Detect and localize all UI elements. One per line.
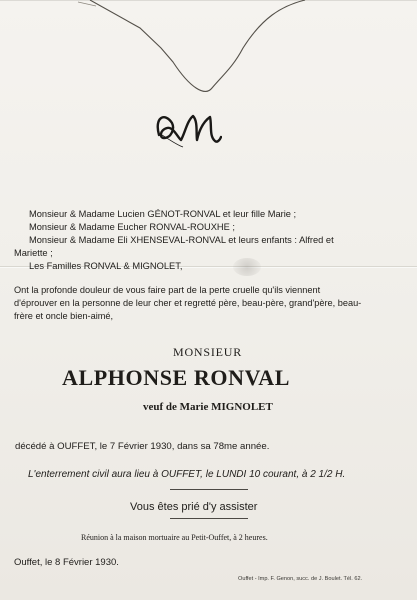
lower-divider-rule bbox=[170, 518, 248, 519]
ink-smudge bbox=[233, 258, 261, 276]
funeral-line: L'enterrement civil aura lieu à OUFFET, le LUNDI 10 courant, à 2 1/2 H. bbox=[28, 469, 346, 480]
widower-line: veuf de Marie MIGNOLET bbox=[143, 401, 273, 413]
script-letter-M-icon bbox=[152, 103, 222, 151]
honorific-title: MONSIEUR bbox=[173, 345, 243, 359]
paragraph-line-3: frère et oncle bien-aimé, bbox=[14, 311, 114, 321]
family-line-5: Les Familles RONVAL & MIGNOLET, bbox=[29, 261, 183, 271]
family-line-1: Monsieur & Madame Lucien GÉNOT-RONVAL et leur fille Marie ; bbox=[29, 209, 297, 219]
printer-imprint: Ouffet - Imp. F. Genon, succ. de J. Boulet. Tél. 62. bbox=[238, 576, 363, 582]
family-line-3: Monsieur & Madame Eli XHENSEVAL-RONVAL et leurs enfants : Alfred et bbox=[29, 235, 334, 245]
meeting-line: Réunion à la maison mortuaire au Petit-Ouffet, à 2 heures. bbox=[81, 533, 268, 542]
deceased-name: ALPHONSE RONVAL bbox=[62, 365, 291, 390]
upper-divider-rule bbox=[170, 489, 248, 490]
family-line-2: Monsieur & Madame Eucher RONVAL-ROUXHE ; bbox=[29, 222, 235, 232]
place-date-line: Ouffet, le 8 Février 1930. bbox=[14, 557, 119, 568]
death-date-line: décédé à OUFFET, le 7 Février 1930, dans sa 78me année. bbox=[15, 441, 270, 452]
paragraph-line-2: d'éprouver en la personne de leur cher et regretté père, beau-père, grand'père, beau- bbox=[14, 298, 362, 308]
family-line-4: Mariette ; bbox=[14, 248, 53, 258]
paragraph-line-1: Ont la profonde douleur de vous faire part de la perte cruelle qu'ils viennent bbox=[14, 285, 321, 295]
invitation-line: Vous êtes prié d'y assister bbox=[130, 501, 258, 513]
